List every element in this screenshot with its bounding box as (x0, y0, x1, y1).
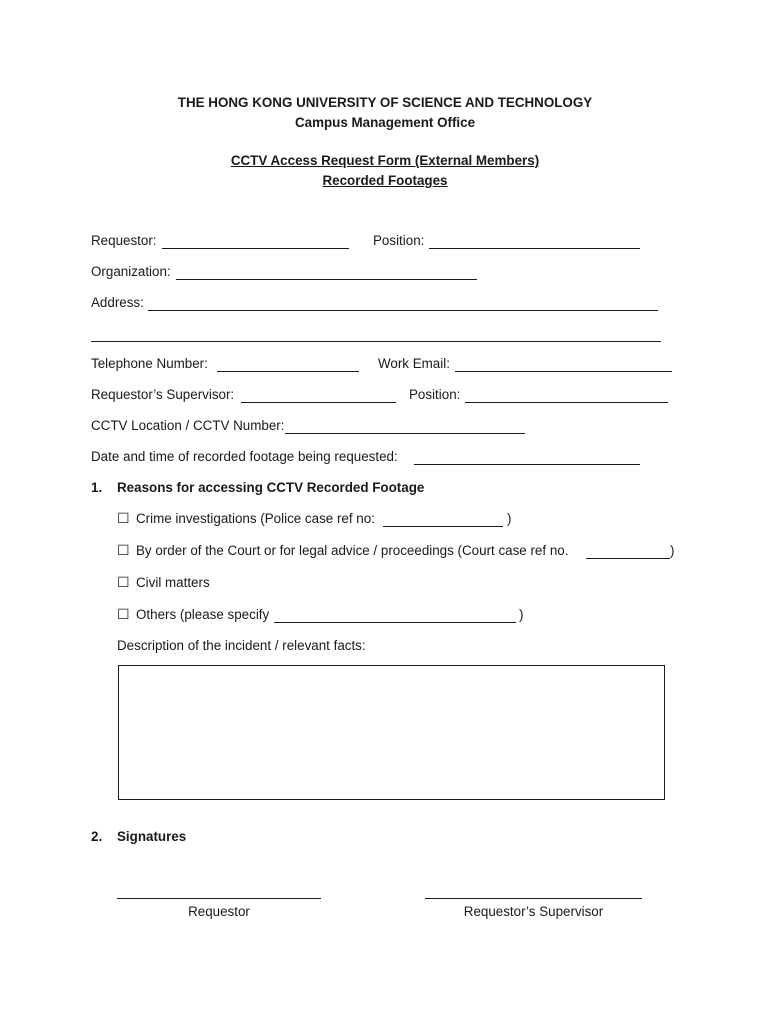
supervisor-signature-line[interactable] (425, 898, 642, 899)
cctv-location-label: CCTV Location / CCTV Number: (91, 418, 285, 433)
office-name: Campus Management Office (294, 115, 476, 130)
position-field[interactable] (429, 248, 640, 249)
section1-number: 1. (91, 480, 103, 495)
work-email-field[interactable] (455, 371, 672, 372)
address-label: Address: (91, 295, 144, 310)
date-time-field[interactable] (414, 464, 640, 465)
university-name: THE HONG KONG UNIVERSITY OF SCIENCE AND TECHNOLOGY (177, 95, 593, 110)
organization-label: Organization: (91, 264, 171, 279)
position-label: Position: (373, 233, 425, 248)
supervisor-position-label: Position: (409, 387, 461, 402)
police-ref-field[interactable] (383, 526, 503, 527)
option-court-label: By order of the Court or for legal advice / proceedings (Court case ref no. (136, 543, 569, 558)
address-field-line1[interactable] (148, 310, 658, 311)
section2-number: 2. (91, 829, 103, 844)
description-box[interactable] (118, 665, 665, 800)
court-ref-field[interactable] (586, 558, 670, 559)
form-title: CCTV Access Request Form (External Members) (230, 153, 540, 168)
option-others-label: Others (please specify (136, 607, 270, 622)
organization-field[interactable] (176, 279, 477, 280)
checkbox-crime[interactable]: ☐ (117, 511, 130, 527)
others-specify-field[interactable] (274, 622, 516, 623)
section1-title: Reasons for accessing CCTV Recorded Footage (117, 480, 425, 495)
option-court-close: ) (670, 543, 675, 558)
requestor-signature-label: Requestor (188, 904, 250, 919)
section2-title: Signatures (117, 829, 187, 844)
work-email-label: Work Email: (378, 356, 450, 371)
option-crime-close: ) (507, 511, 512, 526)
supervisor-field[interactable] (241, 402, 396, 403)
checkbox-court[interactable]: ☐ (117, 543, 130, 559)
requestor-field[interactable] (162, 248, 349, 249)
cctv-location-field[interactable] (285, 433, 525, 434)
checkbox-civil[interactable]: ☐ (117, 575, 130, 591)
supervisor-signature-label: Requestor’s Supervisor (463, 904, 604, 919)
option-others-close: ) (519, 607, 524, 622)
form-subtitle: Recorded Footages (322, 173, 448, 188)
description-label: Description of the incident / relevant facts: (117, 638, 366, 653)
option-crime-label: Crime investigations (Police case ref no: (136, 511, 375, 526)
requestor-label: Requestor: (91, 233, 157, 248)
telephone-label: Telephone Number: (91, 356, 208, 371)
requestor-signature-line[interactable] (117, 898, 321, 899)
supervisor-label: Requestor’s Supervisor: (91, 387, 235, 402)
date-time-label: Date and time of recorded footage being requested: (91, 449, 398, 464)
supervisor-position-field[interactable] (465, 402, 668, 403)
checkbox-others[interactable]: ☐ (117, 607, 130, 623)
telephone-field[interactable] (217, 371, 359, 372)
address-field-line2[interactable] (91, 341, 661, 342)
option-civil-label: Civil matters (136, 575, 210, 590)
